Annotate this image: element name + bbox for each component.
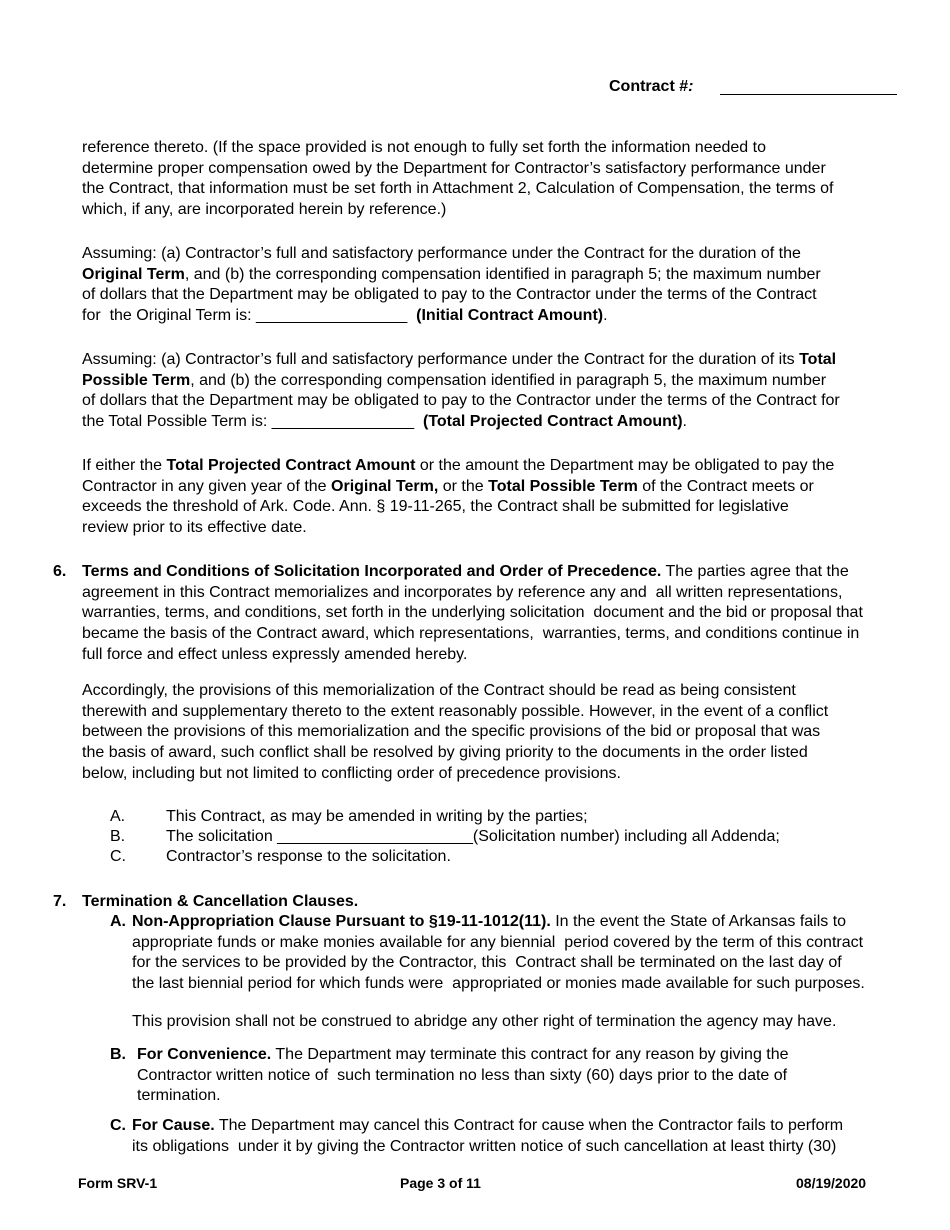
list-item-text: This Contract, as may be amended in writing by the parties; bbox=[166, 808, 588, 825]
footer-page-number: Page 3 of 11 bbox=[400, 1175, 481, 1191]
list-item-text: Contractor’s response to the solicitation. bbox=[166, 848, 451, 865]
list-item-letter: C. bbox=[110, 848, 126, 865]
section-7b-letter: B. bbox=[110, 1046, 126, 1063]
contract-number-label: Contract #: bbox=[609, 78, 694, 95]
section-7c-letter: C. bbox=[110, 1117, 126, 1134]
section-7a-paragraph: Non-Appropriation Clause Pursuant to §19-11-1012(11). In the event the State of Arkansas fails to appropriate funds or make monies available for any biennial period covered by the term of this contract for the services to be provided by the Contractor, this Contract shall be terminated on the last day of the last biennial period for which funds were appropriated or monies made available for such purposes. bbox=[132, 913, 865, 993]
total-term-paragraph: Assuming: (a) Contractor’s full and satisfactory performance under the Contract for the duration of its Total Possible Term, and (b) the corresponding compensation identified in paragraph 5, the maximum number of dollars that the Department may be obligated to pay to the Contractor under the terms of the Contract for the Total Possible Term is: ________________ (Total Projected Contract Amount). bbox=[82, 351, 840, 431]
section-7-title: Termination & Cancellation Clauses. bbox=[82, 893, 359, 910]
contract-number-field[interactable] bbox=[720, 94, 897, 95]
footer-form-id: Form SRV-1 bbox=[78, 1175, 158, 1191]
section-6-paragraph: Terms and Conditions of Solicitation Incorporated and Order of Precedence. The parties agree that the agreement in this Contract memorializes and incorporates by reference any and all written representations, warranties, terms, and conditions, set forth in the underlying solicitation document and the bid or proposal that became the basis of the Contract award, which representations, warranties, terms, and conditions continue in full force and effect unless expressly amended hereby. bbox=[82, 563, 863, 663]
list-item-text: The solicitation ______________________(Solicitation number) including all Addenda; bbox=[166, 828, 780, 845]
reference-paragraph: reference thereto. (If the space provided is not enough to fully set forth the information needed to determine proper compensation owed by the Department for Contractor’s satisfactory performance under the Contract, that information must be set forth in Attachment 2, Calculation of Compensation, the terms of which, if any, are incorporated herein by reference.) bbox=[82, 139, 834, 219]
section-6-precedence-paragraph: Accordingly, the provisions of this memorialization of the Contract should be read as being consistent therewith and supplementary thereto to the extent reasonably possible. However, in the event of a conflict between the provisions of this memorialization and the specific provisions of the bid or proposal that was the basis of award, such conflict shall be resolved by giving priority to the documents in the order listed below, including but not limited to conflicting order of precedence provisions. bbox=[82, 682, 829, 782]
threshold-paragraph: If either the Total Projected Contract Amount or the amount the Department may be obligated to pay the Contractor in any given year of the Original Term, or the Total Possible Term of the Contract meets or exceeds the threshold of Ark. Code. Ann. § 19-11-265, the Contract shall be submitted for legislative review prior to its effective date. bbox=[82, 457, 835, 537]
section-7-number: 7. bbox=[53, 893, 67, 910]
section-7b-paragraph: For Convenience. The Department may terminate this contract for any reason by giving the Contractor written notice of such termination no less than sixty (60) days prior to the date of termination. bbox=[137, 1046, 789, 1105]
section-6-number: 6. bbox=[53, 563, 67, 580]
footer-date: 08/19/2020 bbox=[796, 1175, 867, 1191]
section-7a-note: This provision shall not be construed to abridge any other right of termination the agency may have. bbox=[132, 1013, 837, 1030]
original-term-paragraph: Assuming: (a) Contractor’s full and satisfactory performance under the Contract for the duration of the Original Term, and (b) the corresponding compensation identified in paragraph 5; the maximum number of dollars that the Department may be obligated to pay to the Contractor under the terms of the Contract for the Original Term is: _________________ (Initial Contract Amount). bbox=[82, 245, 821, 325]
list-item-letter: B. bbox=[110, 828, 126, 845]
section-7c-paragraph: For Cause. The Department may cancel this Contract for cause when the Contractor fails to perform its obligations under it by giving the Contractor written notice of such cancellation at least thirty (30) bbox=[132, 1117, 844, 1155]
section-7a-letter: A. bbox=[110, 913, 126, 930]
list-item-letter: A. bbox=[110, 808, 126, 825]
